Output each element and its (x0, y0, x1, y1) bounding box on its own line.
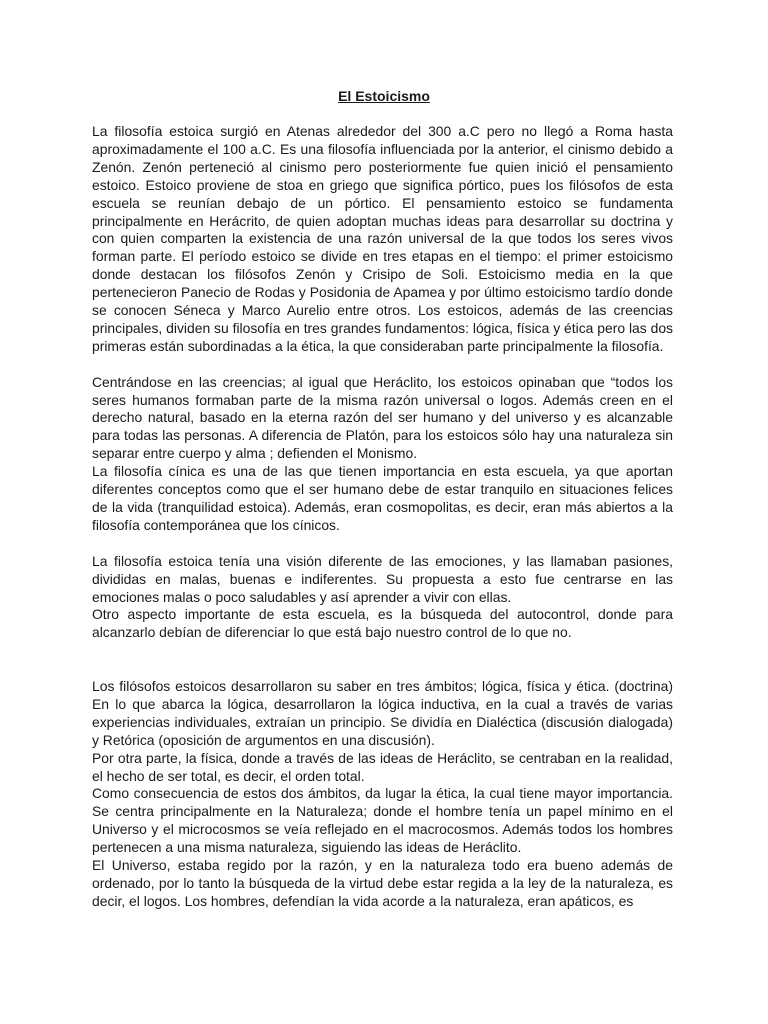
paragraph-spacer (92, 356, 673, 374)
paragraph-emotions: La filosofía estoica tenía una visión diferente de las emociones, y las llamaban pasiones, divididas en malas, buenas e indiferentes. Su propuesta a esto fue centrarse en las emociones malas o poco saludables y así aprender a vivir con ellas. (92, 552, 673, 605)
paragraph-beliefs: Centrándose en las creencias; al igual que Heráclito, los estoicos opinaban que “todos los seres humanos formaban parte de la misma razón universal o logos. Además creen en el derecho natural, basado en la eterna razón del ser humano y del universo y es alcanzable para todas las personas. A diferencia de Platón, para los estoicos sólo hay una naturaleza sin separar entre cuerpo y alma ; defienden el Monismo. (92, 373, 673, 462)
paragraph-physics: Por otra parte, la física, donde a través de las ideas de Heráclito, se centraban en la realidad, el hecho de ser total, es decir, el orden total. (92, 749, 673, 784)
paragraph-origins: La filosofía estoica surgió en Atenas alrededor del 300 a.C pero no llegó a Roma hasta aproximadamente el 100 a.C. Es una filosofía influenciada por la anterior, el cinismo debido a Zenón. Zenón perteneció al cinismo pero posteriormente fue quien inició el pensamiento estoico. Estoico proviene de stoa en griego que significa pórtico, pues los filósofos de esta escuela se reunían debajo de un pórtico. El pensamiento estoico se fundamenta principalmente en Herácrito, de quien adoptan muchas ideas para desarrollar su doctrina y con quien comparten la existencia de una razón universal de la que todos los seres vivos forman parte. El período estoico se divide en tres etapas en el tiempo: el primer estoicismo donde destacan los filósofos Zenón y Crisipo de Soli. Estoicismo media en la que pertenecieron Panecio de Rodas y Posidonia de Apamea y por último estoicismo tardío donde se conocen Séneca y Marco Aurelio entre otros. Los estoicos, además de las creencias principales, dividen su filosofía en tres grandes fundamentos: lógica, física y ética pero las dos primeras están subordinadas a la ética, la que consideraban parte principalmente la filosofía. (92, 123, 673, 354)
paragraph-cynic-influence: La filosofía cínica es una de las que tienen importancia en esta escuela, ya que aportan diferentes conceptos como que el ser humano debe de estar tranquilo en situaciones felices de la vida (tranquilidad estoica). Además, eran cosmopolitas, es decir, eran más abiertos a la filosofía contemporánea que los cínicos. (92, 463, 673, 533)
document-title: El Estoicismo (338, 88, 430, 104)
paragraph-spacer (92, 642, 673, 678)
paragraph-universe: El Universo, estaba regido por la razón, y en la naturaleza todo era bueno además de ordenado, por lo tanto la búsqueda de la virtud debe estar regida a la ley de la naturaleza, es decir, el logos. Los hombres, defendían la vida acorde a la naturaleza, eran apáticos, es (92, 857, 673, 909)
document-body (92, 123, 673, 911)
paragraph-spacer (92, 535, 673, 553)
paragraph-logic: Los filósofos estoicos desarrollaron su saber en tres ámbitos; lógica, física y ética. (doctrina) En lo que abarca la lógica, desarrollaron la lógica inductiva, en la cual a través de varias experiencias individuales, extraían un principio. Se dividía en Dialéctica (discusión dialogada) y Retórica (oposición de argumentos en una discusión). (92, 678, 673, 748)
paragraph-ethics: Como consecuencia de estos dos ámbitos, da lugar la ética, la cual tiene mayor importancia. Se centra principalmente en la Naturaleza; donde el hombre tenía un papel mínimo en el Universo y el microcosmos se veía reflejado en el macrocosmos. Además todos los hombres pertenecen a una misma naturaleza, siguiendo las ideas de Heráclito. (92, 785, 673, 856)
paragraph-self-control: Otro aspecto importante de esta escuela, es la búsqueda del autocontrol, donde para alcanzarlo debían de diferenciar lo que está bajo nuestro control de lo que no. (92, 606, 673, 641)
